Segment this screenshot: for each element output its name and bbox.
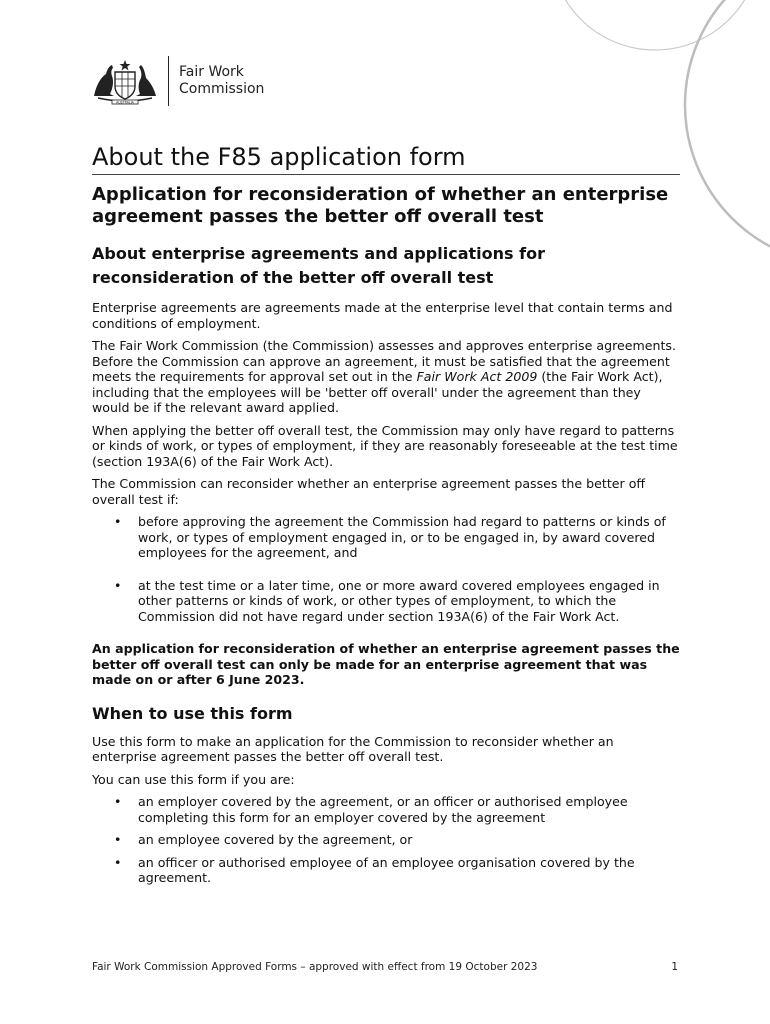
footer-approval-text: Fair Work Commission Approved Forms – approved with effect from 19 October 2023: [92, 961, 538, 973]
fair-work-commission-logo: [90, 56, 264, 106]
bullet-icon: •: [114, 854, 122, 870]
act-name: Fair Work Act 2009: [416, 369, 538, 384]
paragraph-use-form: Use this form to make an application for the Commission to reconsider whether an enterprise agreement passes the better off overall test.: [92, 733, 614, 764]
crest-scroll-text: AUSTRALIA: [116, 100, 134, 105]
organisation-name: [179, 64, 264, 98]
section-heading-about: About enterprise agreements and applications for reconsideration of the better off overall test: [92, 244, 545, 287]
section-heading-when-to-use: When to use this form: [92, 703, 293, 723]
org-name-line1: Fair Work: [179, 64, 244, 80]
list-item: • an employee covered by the agreement, or: [114, 832, 413, 847]
org-name-line2: Commission: [179, 81, 265, 97]
conditions-list: [92, 514, 680, 624]
important-note: An application for reconsideration of whether an enterprise agreement passes the better off overall test can only be made for an enterprise agreement that was made on or after 6 June 2023.: [92, 641, 680, 687]
form-subtitle: Application for reconsideration of whether an enterprise agreement passes the better off overall test: [92, 184, 669, 227]
page-number: 1: [671, 961, 678, 973]
paragraph-you-can-use: You can use this form if you are:: [92, 771, 295, 787]
bullet-icon: •: [114, 577, 122, 593]
list-item: • at the test time or a later time, one or more award covered employees engaged in other patterns or kinds of work, or other types of employment, to which the Commission did not have regard under section 193A(6) of the Fair Work Act.: [114, 577, 660, 624]
eligible-applicants-list: [92, 794, 680, 886]
paragraph-enterprise-agreements: Enterprise agreements are agreements made at the enterprise level that contain terms and conditions of employment.: [92, 300, 673, 331]
bullet-icon: •: [114, 794, 122, 809]
logo-divider: [168, 56, 169, 106]
paragraph-test-application: When applying the better off overall test, the Commission may only have regard to patterns or kinds of work, or types of employment, if they are reasonably foreseeable at the test time (section 193A(6) of the Fair Work Act).: [92, 422, 678, 469]
list-item: • an officer or authorised employee of an employee organisation covered by the agreement.: [114, 854, 635, 885]
page-title: About the F85 application form: [92, 143, 680, 175]
bullet-icon: •: [114, 832, 122, 847]
bullet-icon: •: [114, 514, 122, 529]
document-body: [92, 143, 680, 893]
coat-of-arms-icon: [90, 56, 160, 106]
list-item: • before approving the agreement the Commission had regard to patterns or kinds of work, or types of employment engaged in, or to be engaged in, by award covered employees for the agreement, and: [114, 514, 666, 560]
list-item: • an employer covered by the agreement, or an officer or authorised employee completing this form for an employer covered by the agreement: [114, 794, 628, 825]
paragraph-reconsider-conditions: The Commission can reconsider whether an enterprise agreement passes the better off overall test if:: [92, 476, 646, 507]
paragraph-commission-assesses: The Fair Work Commission (the Commission) assesses and approves enterprise agreements. Before the Commission can approve an agreement, it must be satisfied that the agreement meets the requirements for approval set out in the Fair Work Act 2009 (the Fair Work Act), including that the employees will be 'better off overall' under the agreement than they would be if the relevant award applied.: [92, 338, 676, 415]
page-footer: [92, 961, 678, 973]
